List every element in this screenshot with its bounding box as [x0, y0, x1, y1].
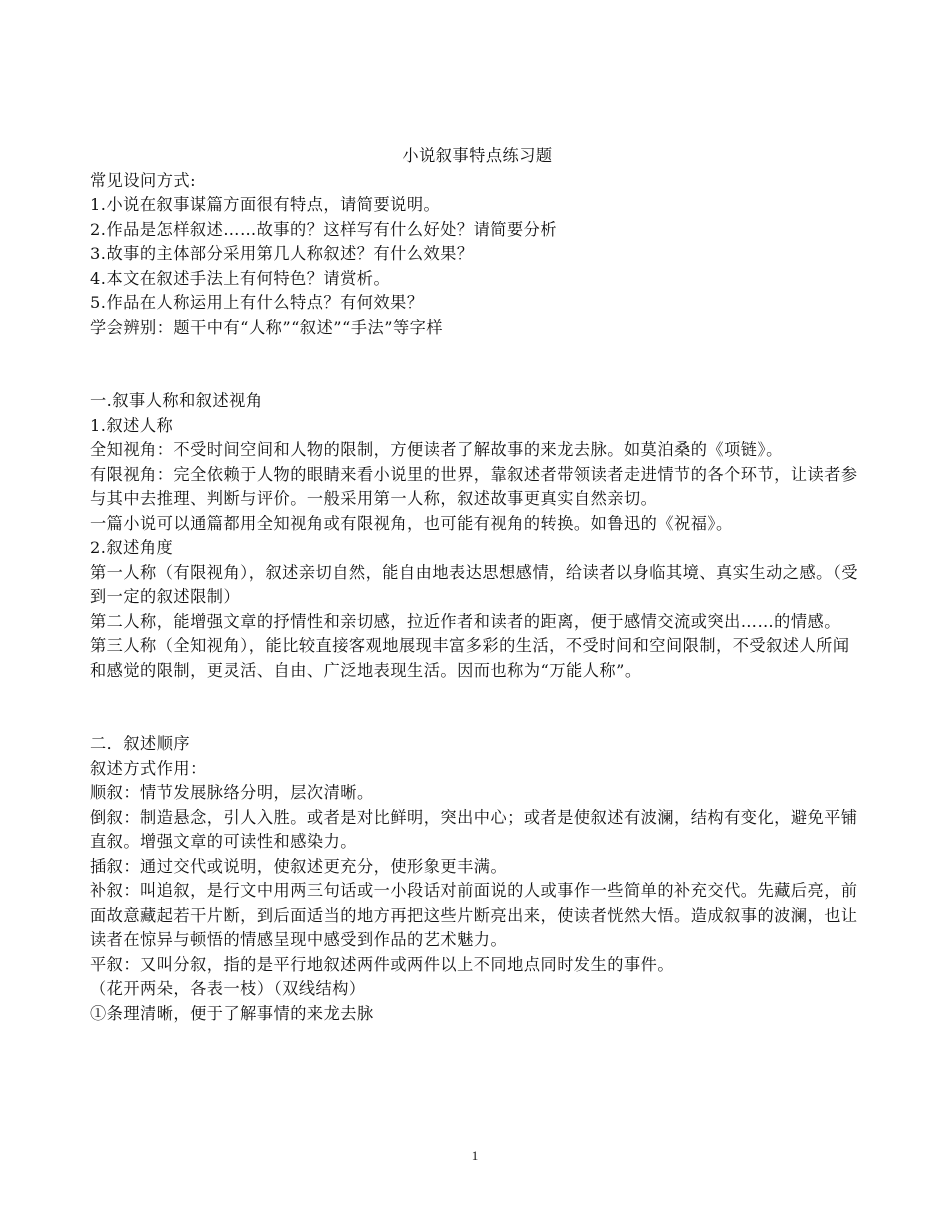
- section-spacer: [90, 340, 865, 389]
- subsection-heading: 1.叙述人称: [90, 415, 174, 435]
- paragraph: 一篇小说可以通篇都用全知视角或有限视角，也可能有视角的转换。如鲁迅的《祝福》。: [90, 513, 733, 533]
- document-body: [90, 144, 865, 1026]
- subsection-heading: 2.叙述角度: [90, 538, 174, 557]
- intro-tip: 学会辨别：题干中有“人称”“叙述”“手法”等字样: [90, 317, 444, 337]
- question-item: 2.作品是怎样叙述……故事的？这样写有什么好处？请简要分析: [90, 219, 558, 239]
- question-item: 3.故事的主体部分采用第几人称叙述？有什么效果？: [90, 244, 474, 263]
- paragraph: ①条理清晰，便于了解事情的来龙去脉: [90, 1003, 374, 1023]
- paragraph: 顺叙：情节发展脉络分明，层次清晰。: [90, 783, 374, 802]
- subsection-heading: 叙述方式作用：: [90, 758, 207, 778]
- paragraph: 第二人称，能增强文章的抒情性和亲切感，拉近作者和读者的距离，便于感情交流或突出……的情感。: [90, 611, 841, 631]
- page-title: 小说叙事特点练习题: [402, 146, 553, 165]
- paragraph: 第一人称（有限视角），叙述亲切自然，能自由地表达思想感情，给读者以身临其境、真实生动之感。（受到一定的叙述限制）: [90, 562, 859, 606]
- paragraph: （花开两朵，各表一枝）（双线结构）: [90, 979, 366, 998]
- page-number: 1: [471, 1148, 479, 1163]
- question-item: 4.本文在叙述手法上有何特色？请赏析。: [90, 268, 391, 288]
- paragraph: 第三人称（全知视角），能比较直接客观地展现丰富多彩的生活，不受时间和空间限制，不受叙述人所闻和感觉的限制，更灵活、自由、广泛地表现生活。因而也称为“万能人称”。: [90, 636, 850, 680]
- paragraph: 补叙：叫追叙，是行文中用两三句话或一小段话对前面说的人或事作一些简单的补充交代。先藏后亮，前面故意藏起若干片断，到后面适当的地方再把这些片断亮出来，使读者恍然大悟。造成叙事的波澜，也让读者在惊异与顿悟的情感呈现中感受到作品的艺术魅力。: [90, 881, 858, 949]
- intro-heading: 常见设问方式:: [90, 170, 197, 190]
- section-spacer: [90, 683, 865, 732]
- paragraph: 倒叙：制造悬念，引人入胜。或者是对比鲜明，突出中心；或者是使叙述有波澜，结构有变化，避免平铺直叙。增强文章的可读性和感染力。: [90, 807, 858, 851]
- paragraph: 插叙：通过交代或说明，使叙述更充分，使形象更丰满。: [90, 856, 508, 876]
- section-heading: 二．叙述顺序: [90, 734, 191, 753]
- paragraph: 全知视角：不受时间空间和人物的限制，方便读者了解故事的来龙去脉。如莫泊桑的《项链》。: [90, 440, 783, 459]
- question-item: 5.作品在人称运用上有什么特点？有何效果？: [90, 293, 424, 312]
- question-item: 1.小说在叙事谋篇方面很有特点，请简要说明。: [90, 195, 441, 214]
- paragraph: 有限视角：完全依赖于人物的眼睛来看小说里的世界，靠叙述者带领读者走进情节的各个环节，让读者参与其中去推理、判断与评价。一般采用第一人称，叙述故事更真实自然亲切。: [90, 464, 858, 508]
- section-heading: 一.叙事人称和叙述视角: [90, 391, 263, 410]
- paragraph: 平叙：又叫分叙，指的是平行地叙述两件或两件以上不同地点同时发生的事件。: [90, 954, 675, 974]
